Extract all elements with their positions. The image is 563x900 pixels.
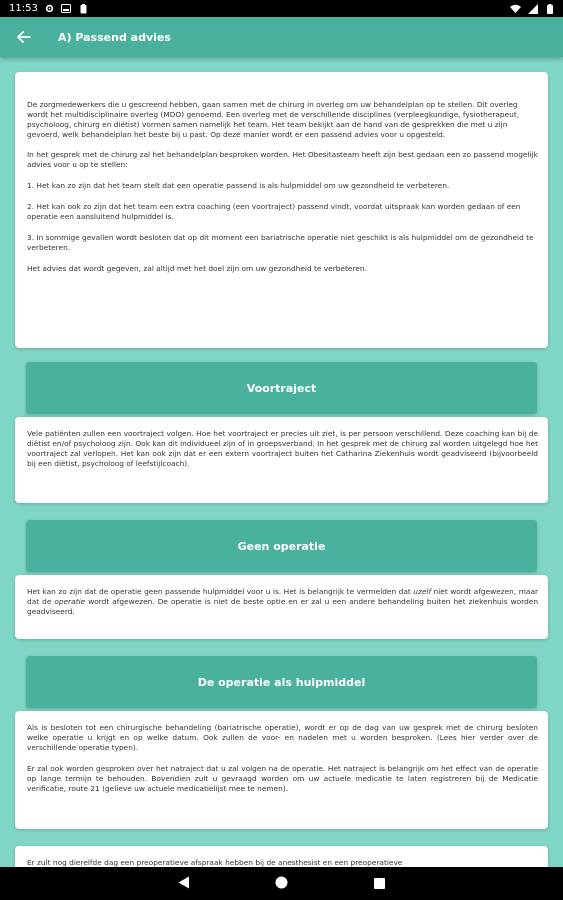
app-bar bbox=[0, 17, 563, 57]
intro-paragraph: 2. Het kan ook zo zijn dat het team een extra coaching (een voortraject) passend vindt, voordat uitspraak kan worden gedaan of een operatie een aansluitend hulpmiddel is. bbox=[27, 202, 521, 221]
section-title: Geen operatie bbox=[237, 539, 326, 553]
signal-icon bbox=[527, 3, 538, 14]
section-header-hulpmiddel[interactable] bbox=[26, 656, 537, 708]
wifi-icon bbox=[510, 3, 521, 14]
battery-saver-icon bbox=[78, 3, 89, 14]
back-button[interactable] bbox=[4, 17, 44, 57]
intro-paragraph: De zorgmedewerkers die u gescreend hebben, gaan samen met de chirurg in overleg om uw behandelplan op te stellen. Dit overleg wordt het multidisciplinaire overleg (MDO) genoemd. Een overleg met de verschillende disciplines (verpleegkundige, fysiotherapeut, psycholoog, chirurg en diëtist) vormen samen namelijk het team. Het team bekijkt aan de hand van de gesprekken die met u zijn gevoerd, welk behandelplan het beste bij u past. Op deze manier wordt er een passend advies voor u opgesteld. bbox=[27, 100, 520, 139]
section-title: Voortraject bbox=[246, 381, 317, 395]
section-text: Er zal ook worden gesproken over het natraject dat u zal volgen na de operatie. Het natraject is belangrijk om het effect van de operatie op lange termijn te behouden. Bovendien zult u gevraagd worden om uw actuele medicatie te laten registreren bij de Medicatie verificatie, route 21 (gelieve uw actuele medicatielijst mee te nemen). bbox=[27, 764, 538, 793]
section-text: Als is besloten tot een chirurgische behandeling (bariatrische operatie), wordt er op de dag van uw gesprek met de chirurg besloten welke operatie u krijgt en op welke datum. Ook zullen de voor- en nadelen met u worden besproken. (Lees hier verder over de verschillende operatie typen). bbox=[27, 723, 538, 752]
section-body-geen-operatie bbox=[15, 575, 548, 639]
section-body-partial bbox=[15, 846, 548, 867]
section-text: Er zult nog dierelfde dag een preoperatieve afspraak hebben bij de anesthesist en een preoperatieve bbox=[27, 858, 403, 867]
section-body-hulpmiddel bbox=[15, 711, 548, 829]
nav-home-button[interactable] bbox=[272, 874, 292, 894]
status-time: 11:53 bbox=[9, 3, 38, 14]
emphasis-text: uzelf bbox=[413, 587, 432, 596]
battery-icon bbox=[544, 3, 555, 14]
sim-card-icon bbox=[61, 3, 72, 14]
nav-recents-button[interactable] bbox=[370, 874, 390, 894]
section-body-voortraject bbox=[15, 417, 548, 503]
section-header-geen-operatie[interactable] bbox=[26, 520, 537, 572]
status-bar bbox=[0, 0, 563, 17]
section-text: Het kan zo zijn dat de operatie geen passende hulpmiddel voor u is. Het is belangrijk te vermelden dat uzelf niet wordt afgewezen, maar dat de operatie wordt afgewezen. De operatie is niet de beste optie en er zal u een andere behandeling buiten het ziekenhuis worden geadviseerd. bbox=[27, 587, 539, 616]
intro-card bbox=[15, 72, 548, 348]
intro-paragraph: 3. In sommige gevallen wordt besloten dat op dit moment een bariatrische operatie niet geschikt is als hulpmiddel om de gezondheid te verbeteren. bbox=[27, 233, 534, 252]
section-text: Vele patiënten zullen een voortraject volgen. Hoe het voortraject er precies uit ziet, is per persoon verschillend. Deze coaching kan bij de diëtist en/of psycholoog zijn. Ook kan dit individueel zijn of in groepsverband. In het gesprek met de chirurg zal worden uitgelegd hoe het voortraject zal verlopen. Het kan ook zijn dat er een extern voortraject buiten het Catharina Ziekenhuis wordt geadviseerd (bijvoorbeeld bij een diëtist, psycholoog of leefstijlcoach). bbox=[27, 429, 538, 468]
nav-back-button[interactable] bbox=[174, 874, 194, 894]
gear-icon bbox=[44, 3, 55, 14]
system-nav-bar bbox=[0, 867, 563, 900]
intro-paragraph: 1. Het kan zo zijn dat het team stelt dat een operatie passend is als hulpmiddel om uw gezondheid te verbeteren. bbox=[27, 181, 450, 190]
recents-square-icon bbox=[374, 874, 385, 893]
home-circle-icon bbox=[275, 874, 288, 893]
emphasis-text: operatie bbox=[54, 597, 86, 606]
page-title: A) Passend advies bbox=[58, 30, 171, 44]
intro-paragraph: Het advies dat wordt gegeven, zal altijd met het doel zijn om uw gezondheid te verbeteren. bbox=[27, 264, 367, 273]
back-triangle-icon bbox=[178, 874, 190, 893]
arrow-left-icon bbox=[17, 28, 31, 47]
intro-paragraph: In het gesprek met de chirurg zal het behandelplan besproken worden. Het Obesitasteam heeft zijn best gedaan een zo passend mogelijk advies voor u op te stellen: bbox=[27, 150, 538, 169]
section-title: De operatie als hulpmiddel bbox=[197, 675, 366, 689]
content-scroll[interactable] bbox=[0, 57, 563, 867]
section-header-voortraject[interactable] bbox=[26, 362, 537, 414]
